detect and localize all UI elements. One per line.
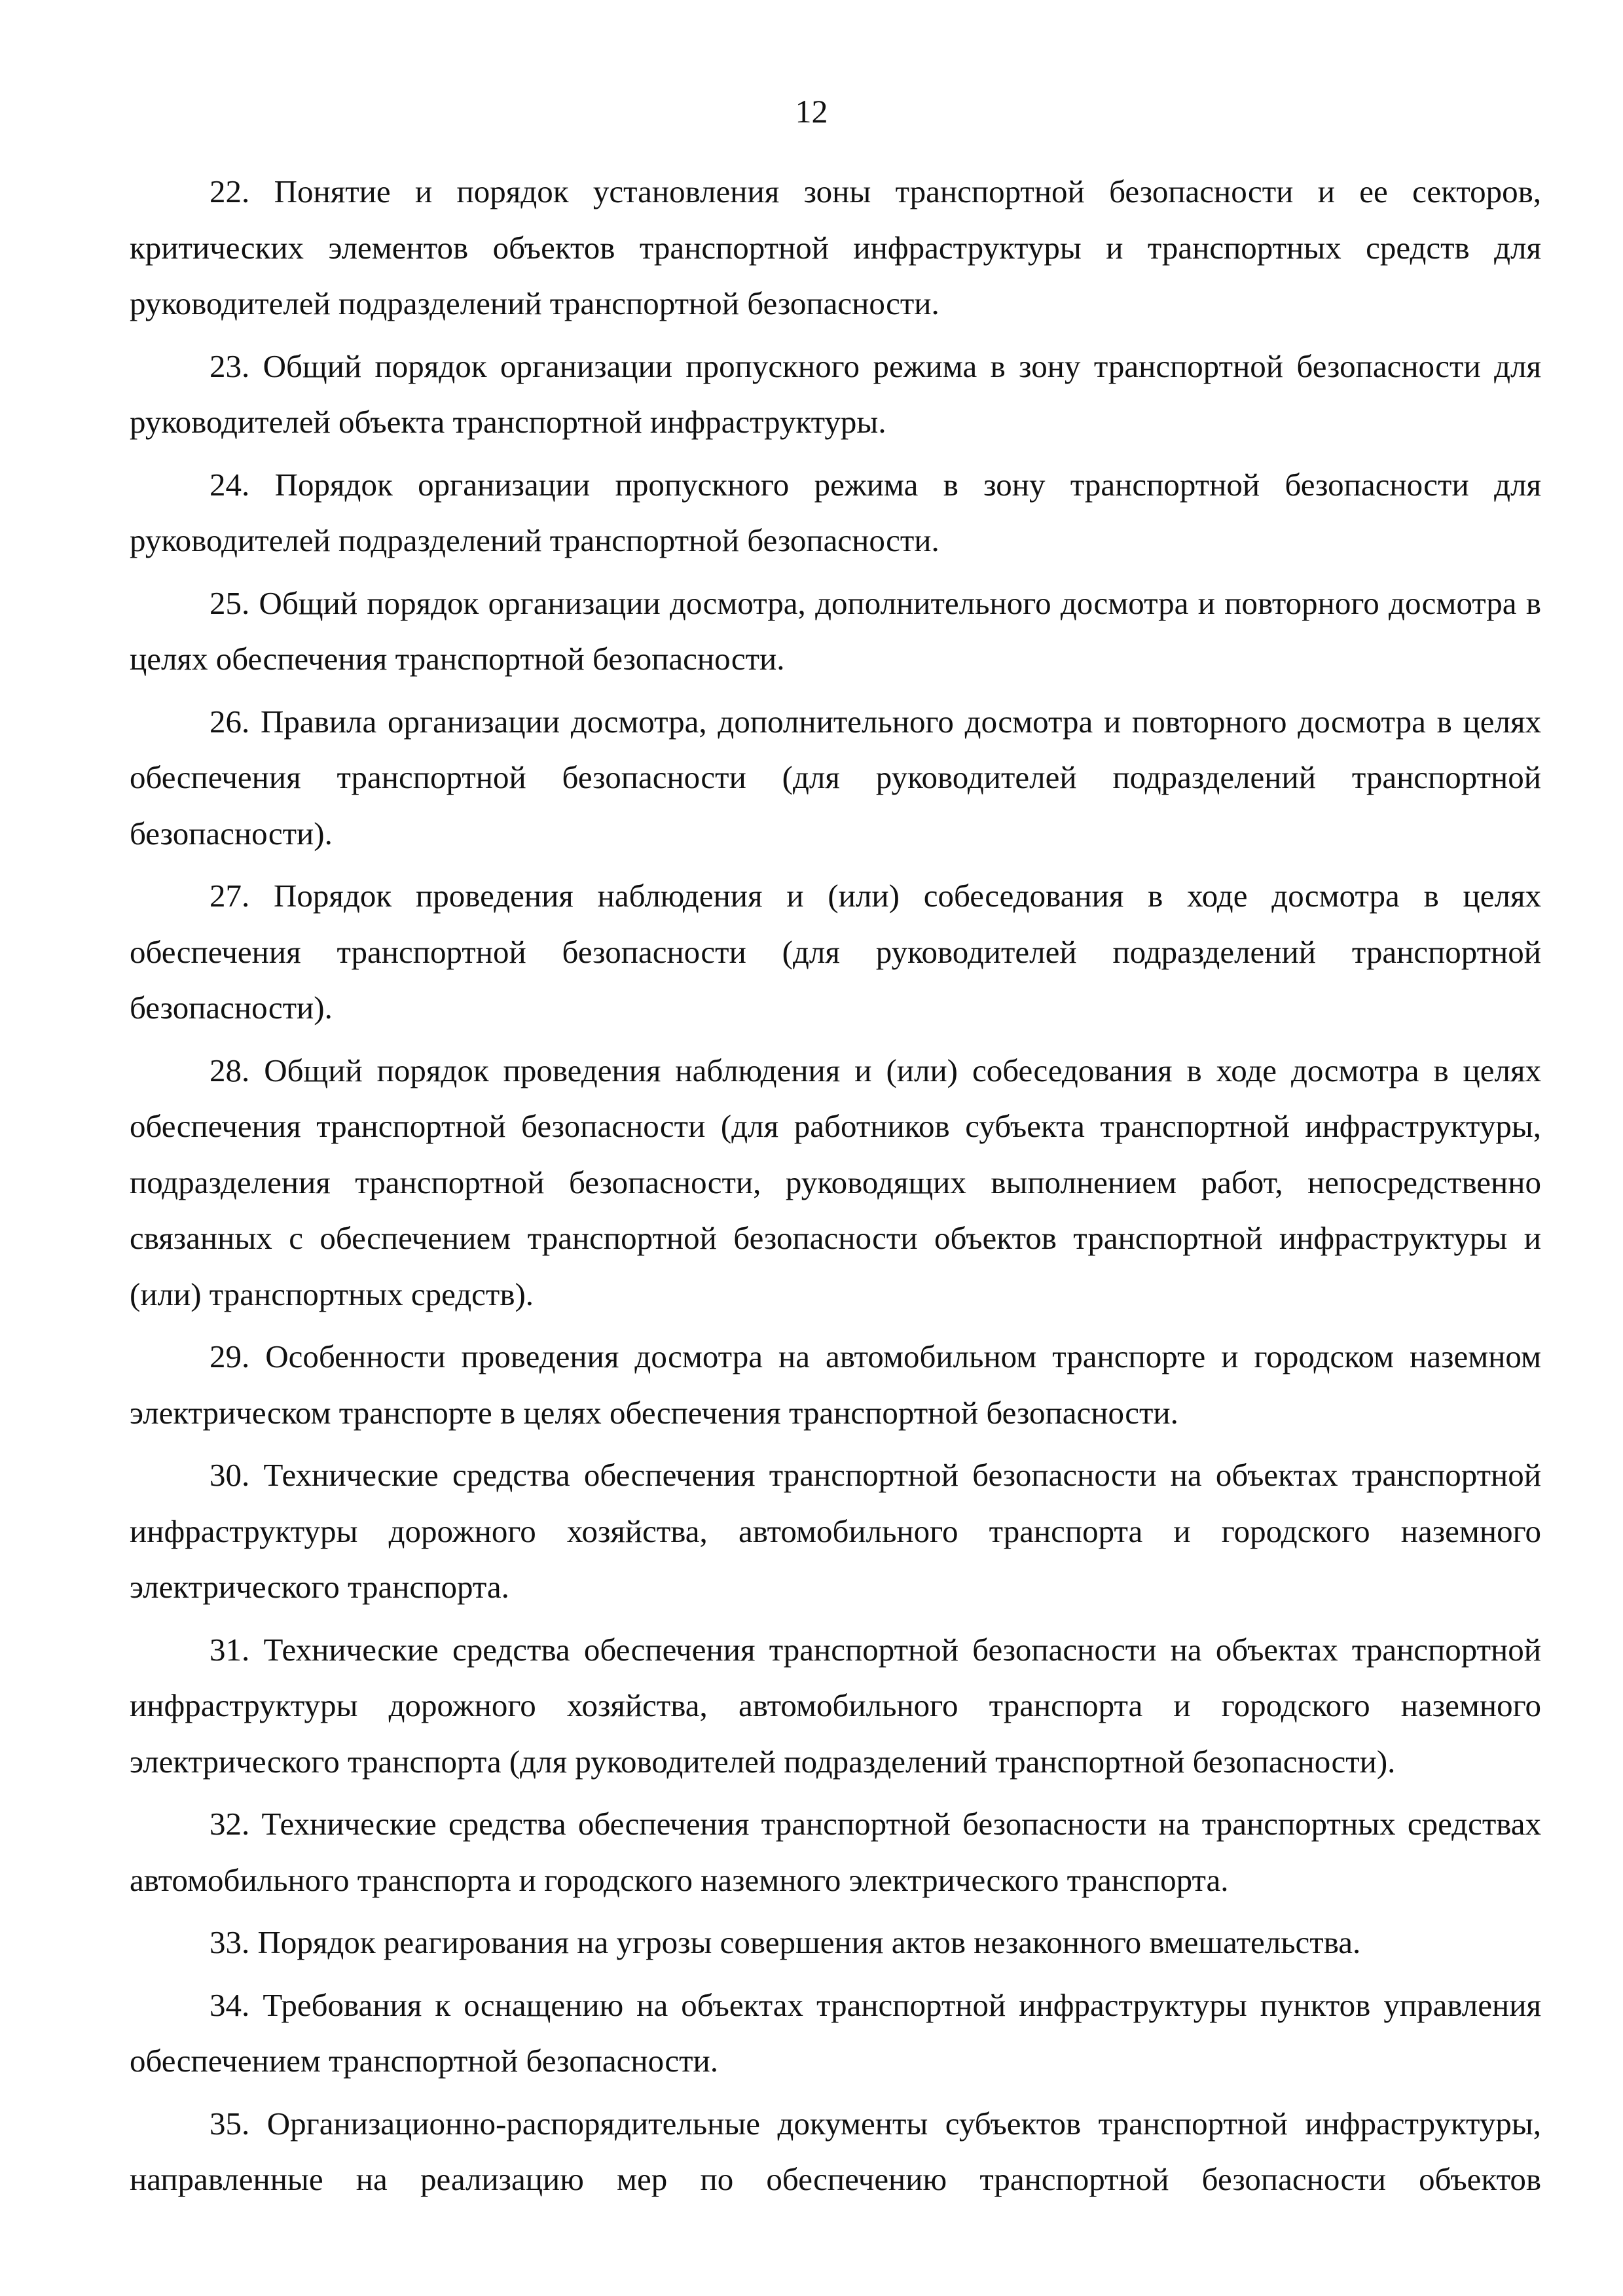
list-item-27: 27. Порядок проведения наблюдения и (или) собеседования в ходе досмотра в целях обеспечения транспортной безопасности (для руководителей подразделений транспортной безопасности). (130, 878, 1541, 1026)
list-item-30: 30. Технические средства обеспечения транспортной безопасности на объектах транспортной инфраструктуры дорожного хозяйства, автомобильного транспорта и городского наземного электрического транспорта. (130, 1457, 1541, 1605)
list-item-31: 31. Технические средства обеспечения транспортной безопасности на объектах транспортной инфраструктуры дорожного хозяйства, автомобильного транспорта и городского наземного электрического транспорта (для руководителей подразделений транспортной безопасности). (130, 1631, 1541, 1780)
list-item-28: 28. Общий порядок проведения наблюдения и (или) собеседования в ходе досмотра в целях обеспечения транспортной безопасности (для работников субъекта транспортной инфраструктуры, подразделения транспортной безопасности, руководящих выполнением работ, непосредственно связанных с обеспечением транспортной безопасности объектов транспортной инфраструктуры и (или) транспортных средств). (130, 1052, 1541, 1312)
list-item-29: 29. Особенности проведения досмотра на автомобильном транспорте и городском наземном электрическом транспорте в целях обеспечения транспортной безопасности. (130, 1338, 1541, 1431)
document-body (130, 164, 1541, 2208)
page-number: 12 (795, 93, 828, 130)
list-item-25: 25. Общий порядок организации досмотра, дополнительного досмотра и повторного досмотра в целях обеспечения транспортной безопасности. (130, 584, 1541, 677)
list-item-32: 32. Технические средства обеспечения транспортной безопасности на транспортных средствах автомобильного транспорта и городского наземного электрического транспорта. (130, 1806, 1541, 1898)
list-item-34: 34. Требования к оснащению на объектах транспортной инфраструктуры пунктов управления обеспечением транспортной безопасности. (130, 1986, 1541, 2079)
list-item-24: 24. Порядок организации пропускного режима в зону транспортной безопасности для руководителей подразделений транспортной безопасности. (130, 466, 1541, 558)
list-item-35: 35. Организационно-распорядительные документы субъектов транспортной инфраструктуры, направленные на реализацию мер по обеспечению транспортной безопасности объектов (130, 2105, 1541, 2197)
list-item-22: 22. Понятие и порядок установления зоны транспортной безопасности и ее секторов, критических элементов объектов транспортной инфраструктуры и транспортных средств для руководителей подразделений транспортной безопасности. (130, 173, 1541, 321)
list-item-33: 33. Порядок реагирования на угрозы совершения актов незаконного вмешательства. (210, 1924, 1361, 1960)
list-item-23: 23. Общий порядок организации пропускного режима в зону транспортной безопасности для руководителей объекта транспортной инфраструктуры. (130, 348, 1541, 440)
list-item-26: 26. Правила организации досмотра, дополнительного досмотра и повторного досмотра в целях обеспечения транспортной безопасности (для руководителей подразделений транспортной безопасности). (130, 703, 1541, 852)
